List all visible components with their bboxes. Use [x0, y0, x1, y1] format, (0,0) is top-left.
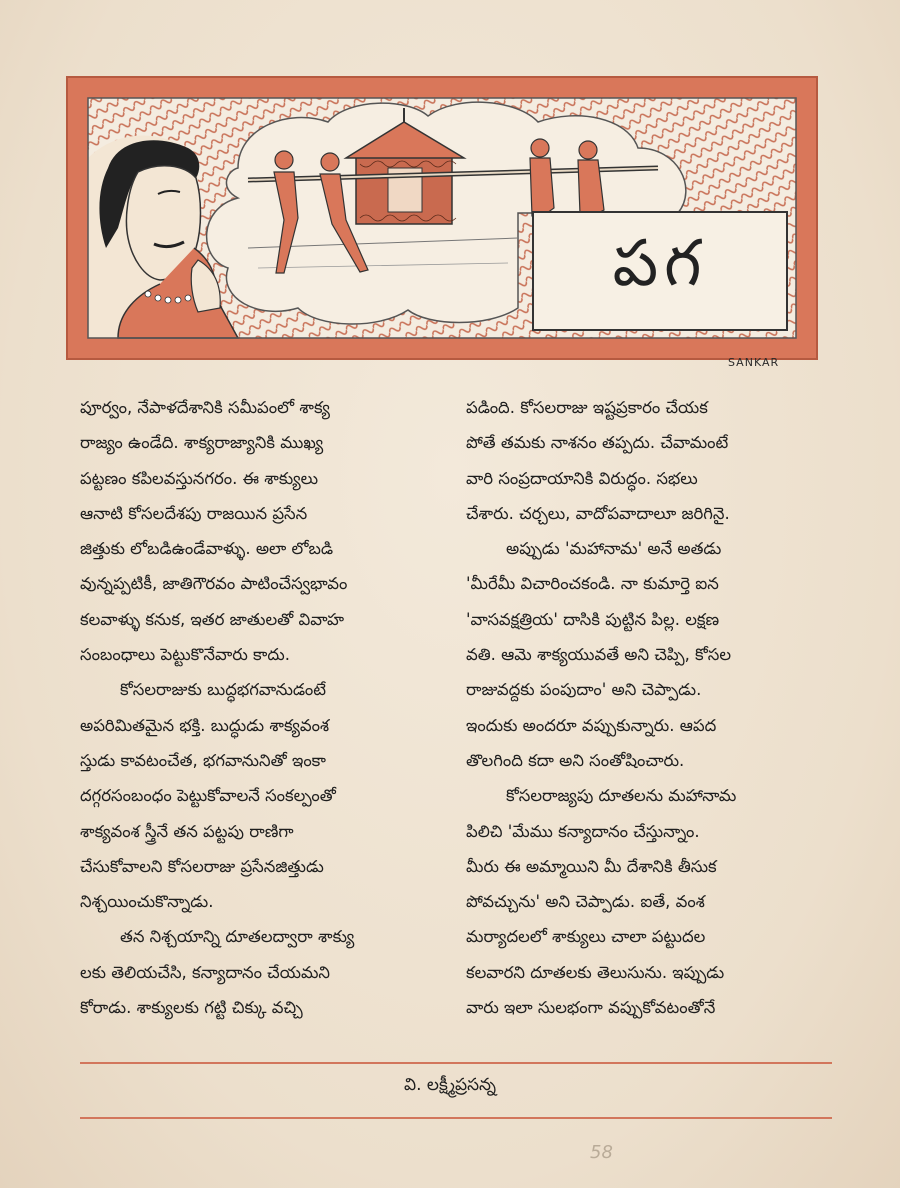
- page-number: 58: [590, 1142, 613, 1163]
- text-line: సంబంధాలు పెట్టుకొనేవారు కాదు.: [80, 645, 290, 665]
- text-line: మీరు ఈ అమ్మాయిని మీ దేశానికి తీసుక: [466, 856, 717, 876]
- text-line: 'వాసవక్షత్రియ' దాసికి పుట్టిన పిల్ల. లక్షణ: [466, 609, 720, 629]
- text-line: శాక్యవంశ స్త్రీనే తన పట్టపు రాణిగా: [80, 821, 294, 841]
- text-line: వతి. ఆమె శాక్యయువతే అని చెప్పి, కోసల: [466, 645, 732, 665]
- text-line: వారి సంప్రదాయానికి విరుద్ధం. సభలు: [466, 468, 698, 488]
- text-line: రాజ్యం ఉండేది. శాక్యరాజ్యానికి ముఖ్య: [80, 433, 324, 453]
- text-line: కోసలరాజుకు బుద్ధభగవానుడంటే: [120, 680, 327, 700]
- text-line: రాజువద్దకు పంపుదాం' అని చెప్పాడు.: [466, 680, 702, 700]
- text-line: లకు తెలియచేసి, కన్యాదానం చేయమని: [80, 962, 330, 982]
- text-line: తన నిశ్చయాన్ని దూతలద్వారా శాక్యు: [120, 927, 355, 947]
- divider-rule-bottom: [80, 1117, 832, 1119]
- author-name: వి. లక్ష్మీప్రసన్న: [404, 1075, 496, 1095]
- text-line: స్తుడు కావటంచేత, భగవానునితో ఇంకా: [80, 750, 326, 770]
- text-line: చేసుకోవాలని కోసలరాజు ప్రసేనజిత్తుడు: [80, 856, 324, 876]
- text-line: మర్యాదలలో శాక్యులు చాలా పట్టుదల: [466, 927, 706, 947]
- text-line: అపరిమితమైన భక్తి. బుద్ధుడు శాక్యవంశ: [80, 715, 330, 735]
- text-line: చేశారు. చర్చలు, వాదోపవాదాలూ జరిగినై.: [466, 503, 730, 523]
- paragraph: [466, 778, 838, 1025]
- artist-signature: SANKAR: [728, 356, 780, 369]
- text-line: అప్పుడు 'మహానామ' అనే అతడు: [506, 539, 722, 559]
- text-line: కలవారని దూతలకు తెలుసును. ఇప్పుడు: [466, 962, 725, 982]
- story-title: పగ: [612, 226, 708, 301]
- text-line: ఇందుకు అందరూ వప్పుకున్నారు. ఆపద: [466, 715, 717, 735]
- paragraph: [80, 672, 452, 919]
- header-illustration: [88, 98, 796, 369]
- right-column: [466, 390, 838, 1025]
- text-line: పట్టణం కపిలవస్తునగరం. ఈ శాక్యులు: [80, 468, 319, 488]
- paragraph: [466, 531, 838, 778]
- text-line: వారు ఇలా సులభంగా వప్పుకోవటంతోనే: [466, 998, 716, 1018]
- text-line: పోవచ్చును' అని చెప్పాడు. ఐతే, వంశ: [466, 892, 705, 912]
- text-line: పూర్వం, నేపాళదేశానికి సమీపంలో శాక్య: [80, 398, 330, 417]
- divider-rule-top: [80, 1062, 832, 1064]
- text-line: నిశ్చయించుకొన్నాడు.: [80, 892, 214, 912]
- paragraph: [80, 390, 452, 672]
- story-title-box: [532, 211, 788, 331]
- text-line: పడింది. కోసలరాజు ఇష్టప్రకారం చేయక: [466, 398, 708, 417]
- text-line: కోరాడు. శాక్యులకు గట్టి చిక్కు వచ్చి: [80, 998, 303, 1018]
- text-line: కలవాళ్ళు కనుక, ఇతర జాతులతో వివాహ: [80, 609, 345, 629]
- text-line: తొలగింది కదా అని సంతోషించారు.: [466, 750, 685, 770]
- story-header-banner: [66, 76, 818, 369]
- text-line: ఆనాటి కోసలదేశపు రాజయిన ప్రసేన: [80, 503, 308, 523]
- paragraph: [466, 390, 838, 531]
- text-line: పిలిచి 'మేము కన్యాదానం చేస్తున్నాం.: [466, 821, 700, 841]
- left-column: [80, 390, 452, 1025]
- text-line: దగ్గరసంబంధం పెట్టుకోవాలనే సంకల్పంతో: [80, 786, 336, 806]
- text-line: పోతే తమకు నాశనం తప్పదు. చేవామంటే: [466, 433, 729, 453]
- text-line: కోసలరాజ్యపు దూతలను మహానామ: [506, 786, 737, 806]
- text-line: 'మీరేమీ విచారించకండి. నా కుమార్తె ఐన: [466, 574, 719, 594]
- paragraph: [80, 919, 452, 1025]
- text-line: వున్నప్పటికీ, జాతిగౌరవం పాటించేస్వభావం: [80, 574, 348, 594]
- text-line: జిత్తుకు లోబడిఉండేవాళ్ళు. అలా లోబడి: [80, 539, 334, 559]
